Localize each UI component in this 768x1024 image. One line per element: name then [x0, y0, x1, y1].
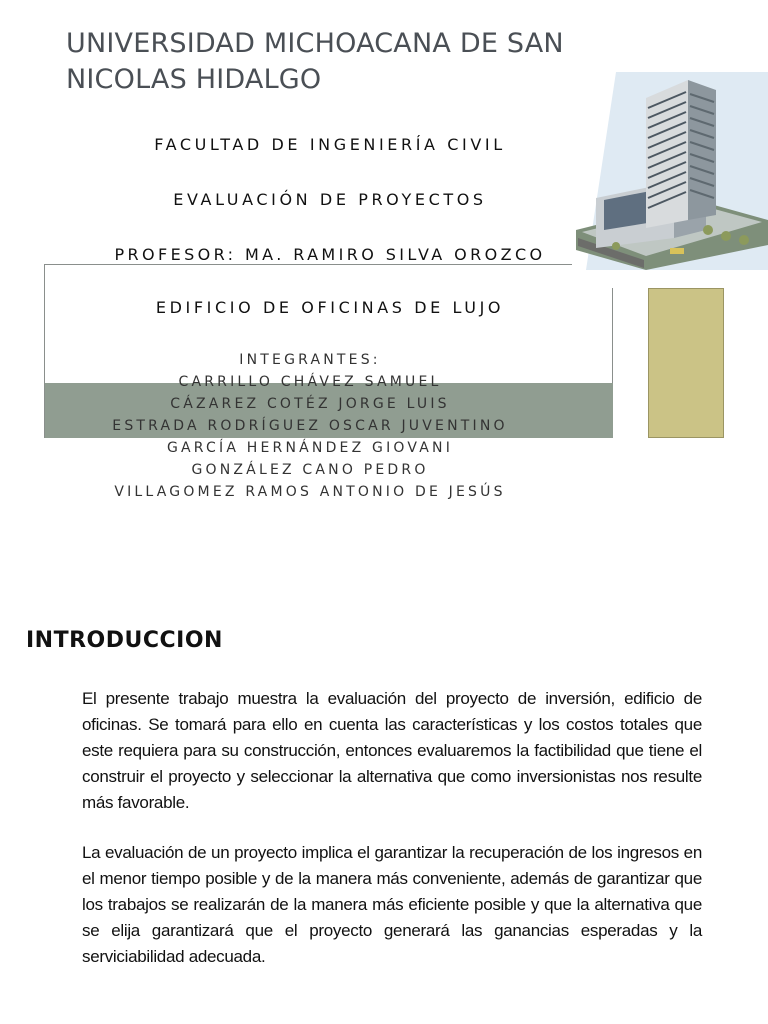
member-name: CÁZAREZ COTÉZ JORGE LUIS [170, 396, 450, 412]
member-name: GARCÍA HERNÁNDEZ GIOVANI [166, 440, 454, 456]
frame-top-line [44, 264, 572, 265]
faculty-line: FACULTAD DE INGENIERÍA CIVIL [154, 135, 506, 154]
introduction-heading: INTRODUCCION [26, 628, 223, 653]
office-building-illustration [576, 70, 768, 270]
member-name: ESTRADA RODRÍGUEZ OSCAR JUVENTINO [112, 418, 508, 434]
intro-paragraph-2: La evaluación de un proyecto implica el garantizar la recuperación de los ingresos en el menor tiempo posible y de la manera más conveniente, además de garantizar que los trabajos se realizarán de la manera más eficiente posible y que la alternativa que se elija garantizará que el proyecto generará las ganancias esperadas y la serviciabilidad adecuada. [82, 843, 702, 966]
project-title: EDIFICIO DE OFICINAS DE LUJO [155, 298, 505, 317]
member-name: VILLAGOMEZ RAMOS ANTONIO DE JESÚS [114, 484, 506, 500]
member-name: CARRILLO CHÁVEZ SAMUEL [178, 374, 442, 390]
university-title: UNIVERSIDAD MICHOACANA DE SAN NICOLAS HIDALGO [66, 28, 564, 95]
members-list [40, 349, 580, 503]
member-name: GONZÁLEZ CANO PEDRO [191, 462, 429, 478]
intro-paragraph-1: El presente trabajo muestra la evaluación del proyecto de inversión, edificio de oficinas. Se tomará para ello en cuenta las características y los costos totales que este requiera para su construcción, entonces evaluaremos la factibilidad que tiene el construir el proyecto y seleccionar la alternativa que como inversionistas nos resulte más favorable. [82, 689, 702, 812]
members-heading: INTEGRANTES: [239, 352, 381, 368]
decorative-olive-box [648, 288, 724, 438]
course-line: EVALUACIÓN DE PROYECTOS [173, 190, 487, 209]
professor-line: PROFESOR: MA. RAMIRO SILVA OROZCO [114, 245, 546, 264]
